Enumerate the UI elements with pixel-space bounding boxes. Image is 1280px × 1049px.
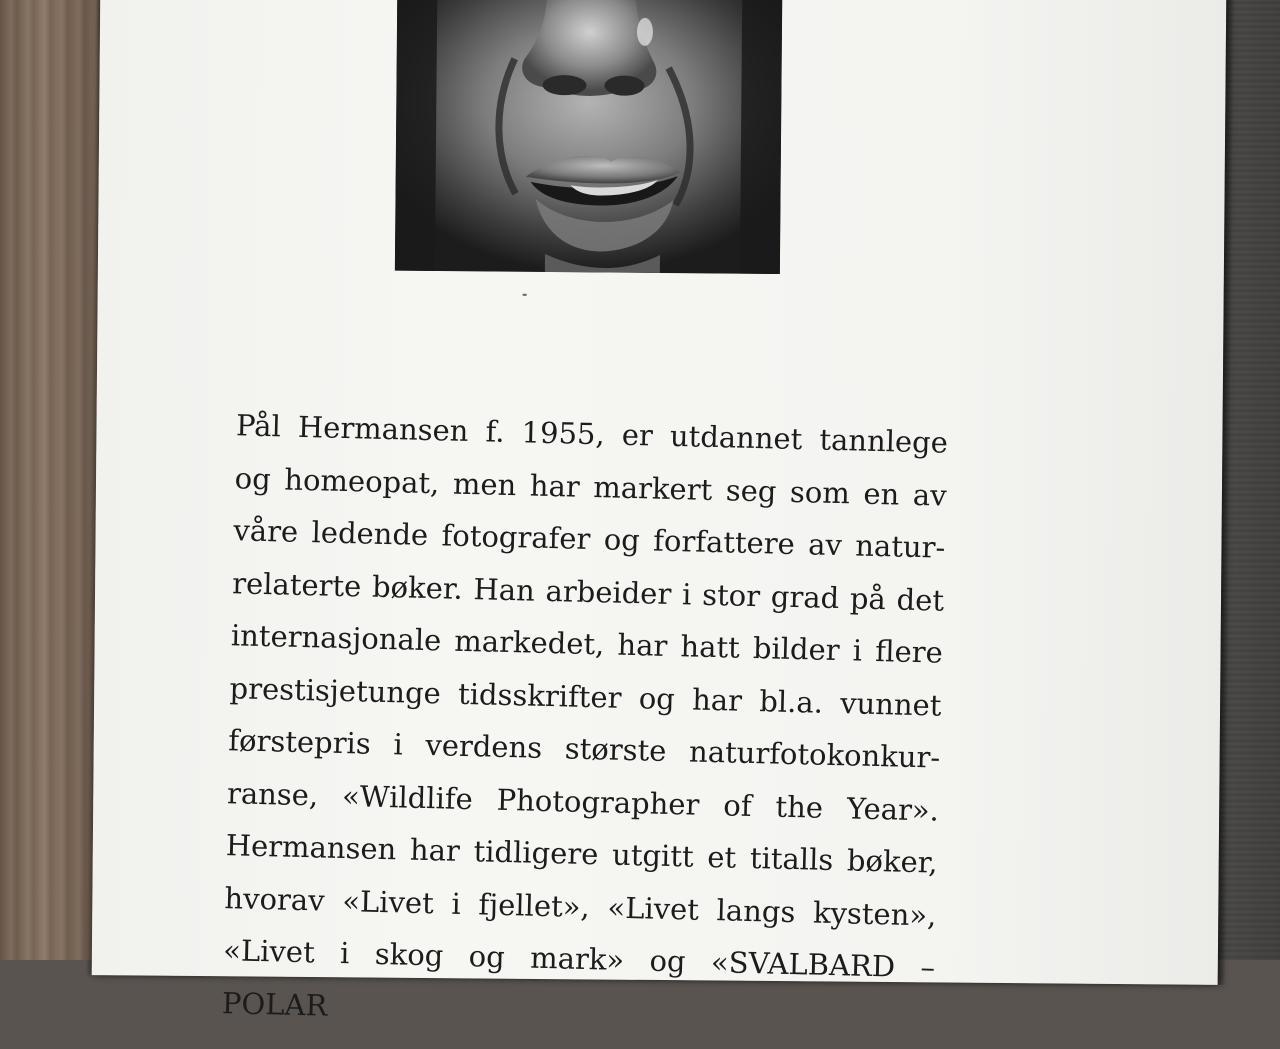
author-portrait-photo (395, 0, 782, 274)
bio-line: POLAR (221, 985, 328, 1023)
bio-line: førstepris i verdens største naturfotokonkur- (227, 723, 941, 775)
author-biography-text (221, 399, 948, 1046)
printed-dot-mark (523, 294, 527, 296)
bio-line: prestisjetunge tidsskrifter og har bl.a. vunnet (229, 670, 942, 723)
bio-line: relaterte bøker. Han arbeider i stor grad på det (231, 565, 945, 618)
bio-line: Pål Hermansen f. 1955, er utdannet tannlege (235, 408, 949, 460)
bio-line: internasjonale markedet, har hatt bilder i flere (230, 618, 944, 670)
bio-line: «Livet i skog og mark» og «SVALBARD – (222, 933, 936, 985)
bio-line: og homeopat, men har markert seg som en av (234, 460, 948, 513)
bio-line: våre ledende fotografer og forfattere av natur- (233, 513, 946, 565)
bio-line: hvorav «Livet i fjellet», «Livet langs kysten», (224, 880, 937, 933)
book-back-cover (92, 0, 1227, 1023)
bio-line: Hermansen har tidligere utgitt et titalls bøker, (225, 828, 939, 880)
bio-line: ranse, «Wildlife Photographer of the Year». (226, 775, 940, 828)
portrait-illustration (395, 0, 782, 274)
